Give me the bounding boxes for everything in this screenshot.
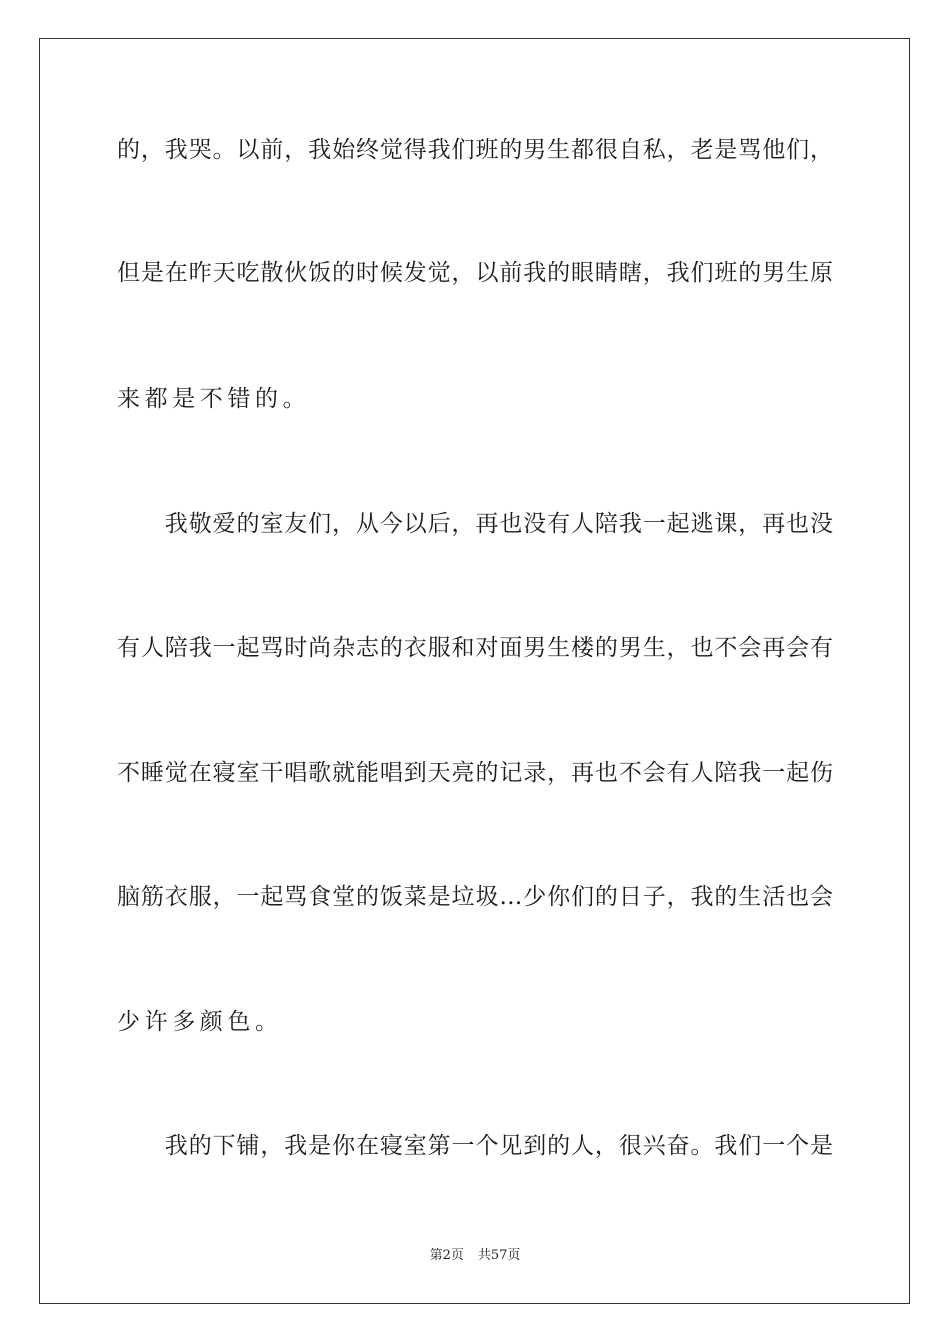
text-line: 少许多颜色。 bbox=[117, 1009, 283, 1035]
text-line: 我的下铺，我是你在寝室第一个见到的人，很兴奋。我们一个是 bbox=[117, 1133, 833, 1159]
page-total: 共57页 bbox=[477, 1248, 521, 1263]
text-line: 不睡觉在寝室干唱歌就能唱到天亮的记录，再也不会有人陪我一起伤 bbox=[117, 760, 833, 786]
text-line: 有人陪我一起骂时尚杂志的衣服和对面男生楼的男生，也不会再会有 bbox=[117, 635, 833, 661]
text-line: 的，我哭。以前，我始终觉得我们班的男生都很自私，老是骂他们， bbox=[117, 137, 833, 163]
page-footer bbox=[0, 1247, 950, 1265]
text-line: 来都是不错的。 bbox=[117, 386, 311, 412]
text-line: 我敬爱的室友们，从今以后，再也没有人陪我一起逃课，再也没 bbox=[117, 511, 833, 537]
page-number: 第2页 bbox=[429, 1248, 464, 1263]
page-frame bbox=[39, 38, 910, 1304]
text-line: 但是在昨天吃散伙饭的时候发觉，以前我的眼睛瞎，我们班的男生原 bbox=[117, 260, 833, 286]
text-line: 脑筋衣服，一起骂食堂的饭菜是垃圾…少你们的日子，我的生活也会 bbox=[117, 884, 833, 910]
